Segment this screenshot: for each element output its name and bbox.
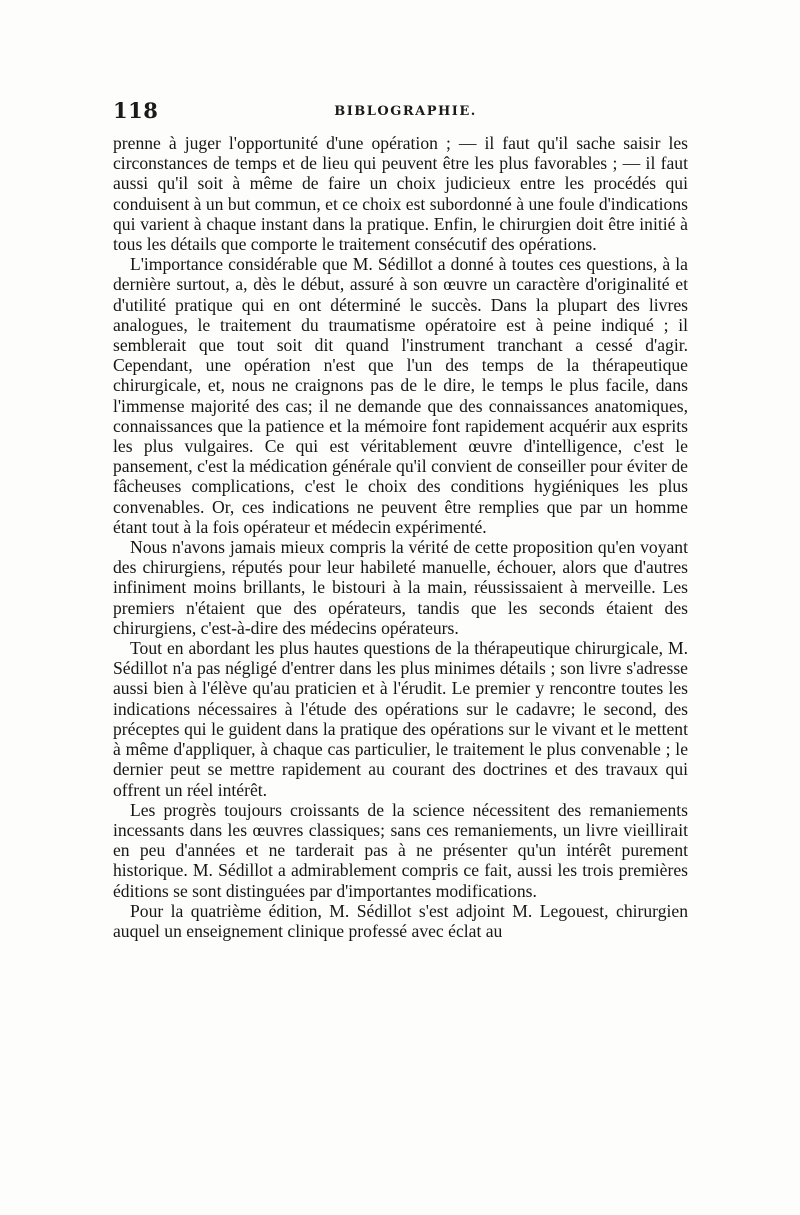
- paragraph: Tout en abordant les plus hautes questions de la thérapeutique chirurgicale, M. Sédillot n'a pas négligé d'entrer dans les plus minimes détails ; son livre s'adresse aussi bien à l'élève qu'au praticien et à l'érudit. Le premier y rencontre toutes les indications nécessaires à l'étude des opérations sur le cadavre; le second, des préceptes qui le guident dans la pratique des opérations sur le vivant et le mettent à même d'appliquer, à chaque cas particulier, le traitement le plus convenable ; le dernier peut se mettre rapidement au courant des doctrines et des travaux qui offrent un réel intérêt.: [113, 638, 688, 800]
- paragraph: prenne à juger l'opportunité d'une opération ; — il faut qu'il sache saisir les circonstances de temps et de lieu qui peuvent être les plus favorables ; — il faut aussi qu'il soit à même de faire un choix judicieux entre les procédés qui conduisent à un but commun, et ce choix est subordonné à une foule d'indications qui varient à chaque instant dans la pratique. Enfin, le chirurgien doit être initié à tous les détails que comporte le traitement consécutif des opérations.: [113, 133, 688, 255]
- page-number: 118: [113, 98, 159, 123]
- page-header: [113, 98, 688, 124]
- paragraph: Pour la quatrième édition, M. Sédillot s'est adjoint M. Legouest, chirurgien auquel un enseignement clinique professé avec éclat au: [113, 900, 688, 941]
- paragraph: Nous n'avons jamais mieux compris la vérité de cette proposition qu'en voyant des chirurgiens, réputés pour leur habileté manuelle, échouer, alors que d'autres infiniment moins brillants, le bistouri à la main, réussissaient à merveille. Les premiers n'étaient que des opérateurs, tandis que les seconds étaient des chirurgiens, c'est-à-dire des médecins opérateurs.: [113, 537, 688, 638]
- body-text: [113, 133, 688, 941]
- paragraph: L'importance considérable que M. Sédillot a donné à toutes ces questions, à la dernière surtout, a, dès le début, assuré à son œuvre un caractère d'originalité et d'utilité pratique qui en ont déterminé le succès. Dans la plupart des livres analogues, le traitement du traumatisme opératoire est à peine indiqué ; il semblerait que tout soit dit quand l'instrument tranchant a cessé d'agir. Cependant, une opération n'est que l'un des temps de la thérapeutique chirurgicale, et, nous ne craignons pas de le dire, le temps le plus facile, dans l'immense majorité des cas; il ne demande que des connaissances anatomiques, connaissances que la patience et la mémoire font rapidement acquérir aux esprits les plus vulgaires. Ce qui est véritablement œuvre d'intelligence, c'est le pansement, c'est la médication générale qu'il convient de conseiller pour éviter de fâcheuses complications, c'est le choix des conditions hygiéniques les plus convenables. Or, ces indications ne peuvent être remplies que par un homme étant tout à la fois opérateur et médecin expérimenté.: [113, 254, 688, 537]
- paragraph: Les progrès toujours croissants de la science nécessitent des remaniements incessants dans les œuvres classiques; sans ces remaniements, un livre vieillirait en peu d'années et ne tarderait pas à ne présenter qu'un intérêt purement historique. M. Sédillot a admirablement compris ce fait, aussi les trois premières éditions se sont distinguées par d'importantes modifications.: [113, 799, 688, 901]
- running-title: BIBLOGRAPHIE.: [334, 104, 477, 119]
